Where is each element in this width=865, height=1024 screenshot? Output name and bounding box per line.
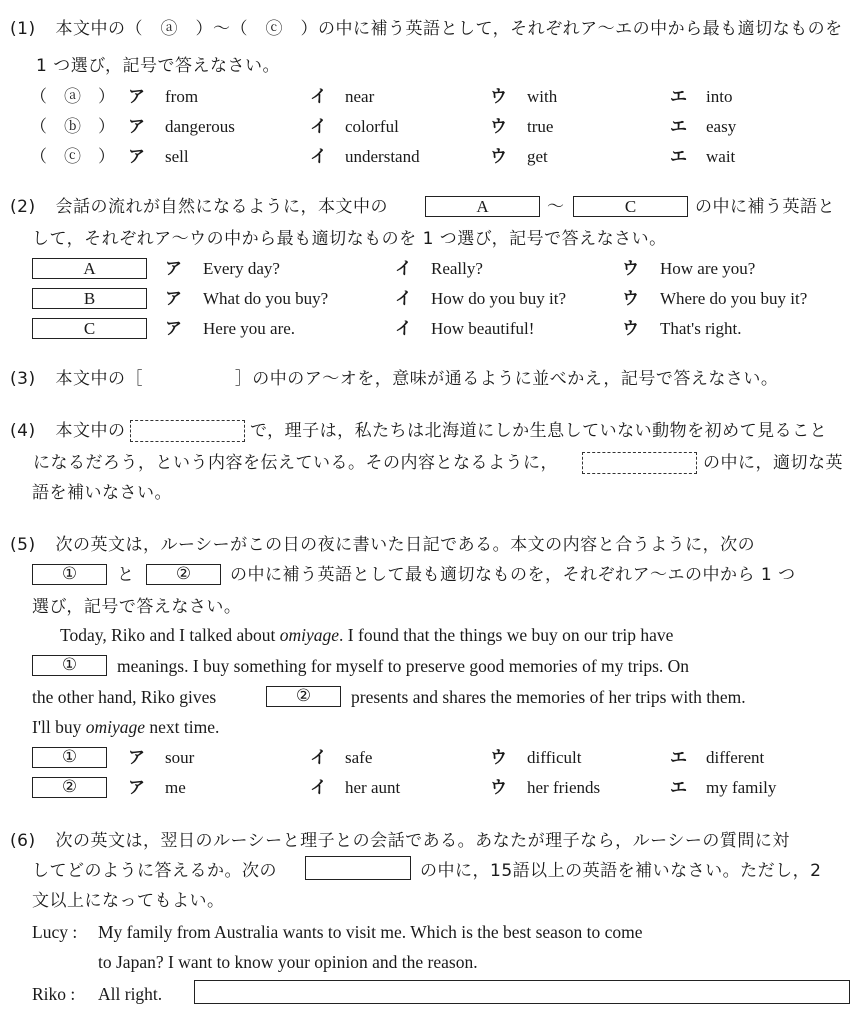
q1-instruction: 本文中の（ ⓐ ）～（ ⓒ ）の中に補う英語として，それぞれア～エの中から最も適切なものを	[55, 19, 843, 39]
q1-row-label: （ ⓒ ）	[30, 147, 115, 167]
choice-d: wait	[706, 147, 736, 166]
diary-omiyage-2: omiyage	[85, 717, 146, 737]
choice-kana-a: ア	[128, 778, 145, 798]
choice-c: her friends	[527, 778, 601, 797]
choice-c: How are you?	[660, 259, 756, 278]
choice-kana-a: ア	[128, 117, 145, 137]
choice-kana-e: エ	[670, 748, 687, 768]
choice-b: Really?	[431, 259, 483, 278]
choice-kana-a: ア	[128, 748, 145, 768]
q2-box-a: A	[425, 196, 540, 217]
q2-instruction: 会話の流れが自然になるように，本文中の	[55, 197, 388, 217]
q4-instruction: 本文中の	[55, 421, 126, 441]
q3-line	[10, 368, 778, 390]
choice-kana-a: ア	[128, 87, 145, 107]
choice-a: sour	[165, 748, 195, 767]
q2-row-box: A	[32, 258, 147, 279]
q6-instruction-2: してどのように答えるか。次の	[32, 861, 277, 881]
choice-b: How beautiful!	[431, 319, 535, 338]
choice-kana-i: イ	[395, 259, 412, 279]
q1-number: (1)	[10, 19, 36, 39]
riko-line1: All right.	[98, 984, 163, 1004]
choice-kana-u: ウ	[490, 117, 507, 137]
choice-kana-u: ウ	[490, 778, 507, 798]
q2-row-box: B	[32, 288, 147, 309]
choice-kana-u: ウ	[622, 319, 639, 339]
q6-instruction: 次の英文は，翌日のルーシーと理子との会話である。あなたが理子なら，ルーシーの質問に対	[55, 831, 790, 851]
q6-box	[305, 856, 411, 880]
choice-kana-u: ウ	[490, 147, 507, 167]
choice-kana-a: ア	[165, 319, 182, 339]
riko-label: Riko :	[32, 984, 76, 1004]
choice-kana-i: イ	[395, 319, 412, 339]
diary-line4	[32, 716, 219, 738]
q5-instruction: 次の英文は，ルーシーがこの日の夜に書いた日記である。本文の内容と合うように，次の	[55, 535, 756, 555]
choice-b: colorful	[345, 117, 399, 136]
diary-box-1: ①	[32, 655, 107, 676]
choice-kana-i: イ	[310, 87, 327, 107]
q5-and: と	[117, 565, 135, 585]
q5-box-2: ②	[146, 564, 221, 585]
choice-kana-e: エ	[670, 87, 687, 107]
choice-kana-e: エ	[670, 147, 687, 167]
choice-a: dangerous	[165, 117, 235, 136]
q4-number: (4)	[10, 421, 36, 441]
choice-kana-a: ア	[165, 259, 182, 279]
choice-kana-i: イ	[395, 289, 412, 309]
diary-box-2: ②	[266, 686, 341, 707]
choice-a: sell	[165, 147, 189, 166]
diary-line2: meanings. I buy something for myself to preserve good memories of my trips. On	[117, 656, 690, 676]
choice-d: different	[706, 748, 765, 767]
q5-line1	[10, 534, 755, 556]
q3-number: (3)	[10, 369, 36, 389]
q5-row-box: ①	[32, 747, 107, 768]
q4-instruction-3: 語を補いなさい。	[32, 483, 172, 503]
choice-b: understand	[345, 147, 420, 166]
diary-line3b: presents and shares the memories of her trips with them.	[351, 687, 746, 707]
q5-row-box: ②	[32, 777, 107, 798]
q4-instruction-2-tail: の中に，適切な英	[703, 453, 843, 473]
choice-a: What do you buy?	[203, 289, 329, 308]
diary-text-1b: . I found that the things we buy on our trip have	[339, 625, 674, 645]
q5-number: (5)	[10, 535, 36, 555]
q2-line1	[10, 196, 388, 218]
q6-number: (6)	[10, 831, 36, 851]
choice-d: easy	[706, 117, 737, 136]
diary-line3a: the other hand, Riko gives	[32, 687, 217, 707]
choice-a: from	[165, 87, 199, 106]
choice-kana-i: イ	[310, 748, 327, 768]
choice-b: her aunt	[345, 778, 401, 797]
q5-instruction-tail: の中に補う英語として最も適切なものを，それぞれア～エの中から 1 つ	[230, 565, 796, 585]
q1-instruction-2: 1 つ選び，記号で答えなさい。	[36, 56, 281, 76]
choice-b: near	[345, 87, 375, 106]
choice-kana-u: ウ	[622, 259, 639, 279]
choice-c: get	[527, 147, 548, 166]
q6-line1	[10, 830, 790, 852]
choice-d: into	[706, 87, 733, 106]
q4-line1	[10, 420, 126, 442]
q6-instruction-3: 文以上になってもよい。	[32, 891, 225, 911]
q3-instruction-tail: ］の中のア～オを，意味が通るように並べかえ，記号で答えなさい。	[234, 369, 779, 389]
choice-d: my family	[706, 778, 777, 797]
diary-omiyage: omiyage	[279, 625, 340, 645]
choice-kana-e: エ	[670, 778, 687, 798]
q4-dashed-box	[130, 420, 245, 442]
choice-kana-u: ウ	[490, 748, 507, 768]
q2-box-c: C	[573, 196, 688, 217]
choice-c: difficult	[527, 748, 582, 767]
q4-dashed-box-2	[582, 452, 697, 474]
q4-instruction-2: になるだろう，という内容を伝えている。その内容となるように，	[33, 453, 558, 473]
choice-kana-i: イ	[310, 147, 327, 167]
choice-a: Here you are.	[203, 319, 296, 338]
lucy-line1: My family from Australia wants to visit me. Which is the best season to come	[98, 922, 643, 942]
q6-instruction-2-tail: の中に，15語以上の英語を補いなさい。ただし，2	[420, 861, 822, 881]
q1-row-label: （ ⓐ ）	[30, 87, 115, 107]
q5-instruction-3: 選び，記号で答えなさい。	[32, 597, 242, 617]
choice-kana-i: イ	[310, 117, 327, 137]
diary-text-1: Today, Riko and I talked about	[60, 625, 280, 645]
choice-a: me	[165, 778, 186, 797]
riko-answer-box[interactable]	[194, 980, 850, 1004]
choice-kana-i: イ	[310, 778, 327, 798]
choice-kana-u: ウ	[622, 289, 639, 309]
choice-c: true	[527, 117, 554, 136]
q2-instruction-2: して，それぞれア～ウの中から最も適切なものを 1 つ選び，記号で答えなさい。	[32, 229, 667, 249]
choice-a: Every day?	[203, 259, 280, 278]
q4-instruction-tail: で，理子は，私たちは北海道にしか生息していない動物を初めて見ること	[250, 421, 828, 441]
choice-kana-a: ア	[165, 289, 182, 309]
q2-number: (2)	[10, 197, 36, 217]
choice-kana-a: ア	[128, 147, 145, 167]
q2-tilde: ～	[547, 197, 565, 217]
q5-box-1: ①	[32, 564, 107, 585]
q2-row-box: C	[32, 318, 147, 339]
q1-row-label: （ ⓑ ）	[30, 117, 115, 137]
choice-kana-u: ウ	[490, 87, 507, 107]
diary-line1	[60, 624, 673, 646]
choice-b: How do you buy it?	[431, 289, 567, 308]
choice-c: That's right.	[660, 319, 742, 338]
lucy-line2: to Japan? I want to know your opinion and the reason.	[98, 952, 478, 972]
q3-instruction: 本文中の［	[55, 369, 143, 389]
choice-b: safe	[345, 748, 373, 767]
choice-kana-e: エ	[670, 117, 687, 137]
choice-c: Where do you buy it?	[660, 289, 808, 308]
lucy-label: Lucy :	[32, 922, 78, 942]
choice-c: with	[527, 87, 558, 106]
diary-text-4a: I'll buy	[32, 717, 86, 737]
q1-line1	[10, 18, 843, 40]
diary-text-4b: next time.	[145, 717, 220, 737]
q2-instruction-tail: の中に補う英語と	[695, 197, 835, 217]
